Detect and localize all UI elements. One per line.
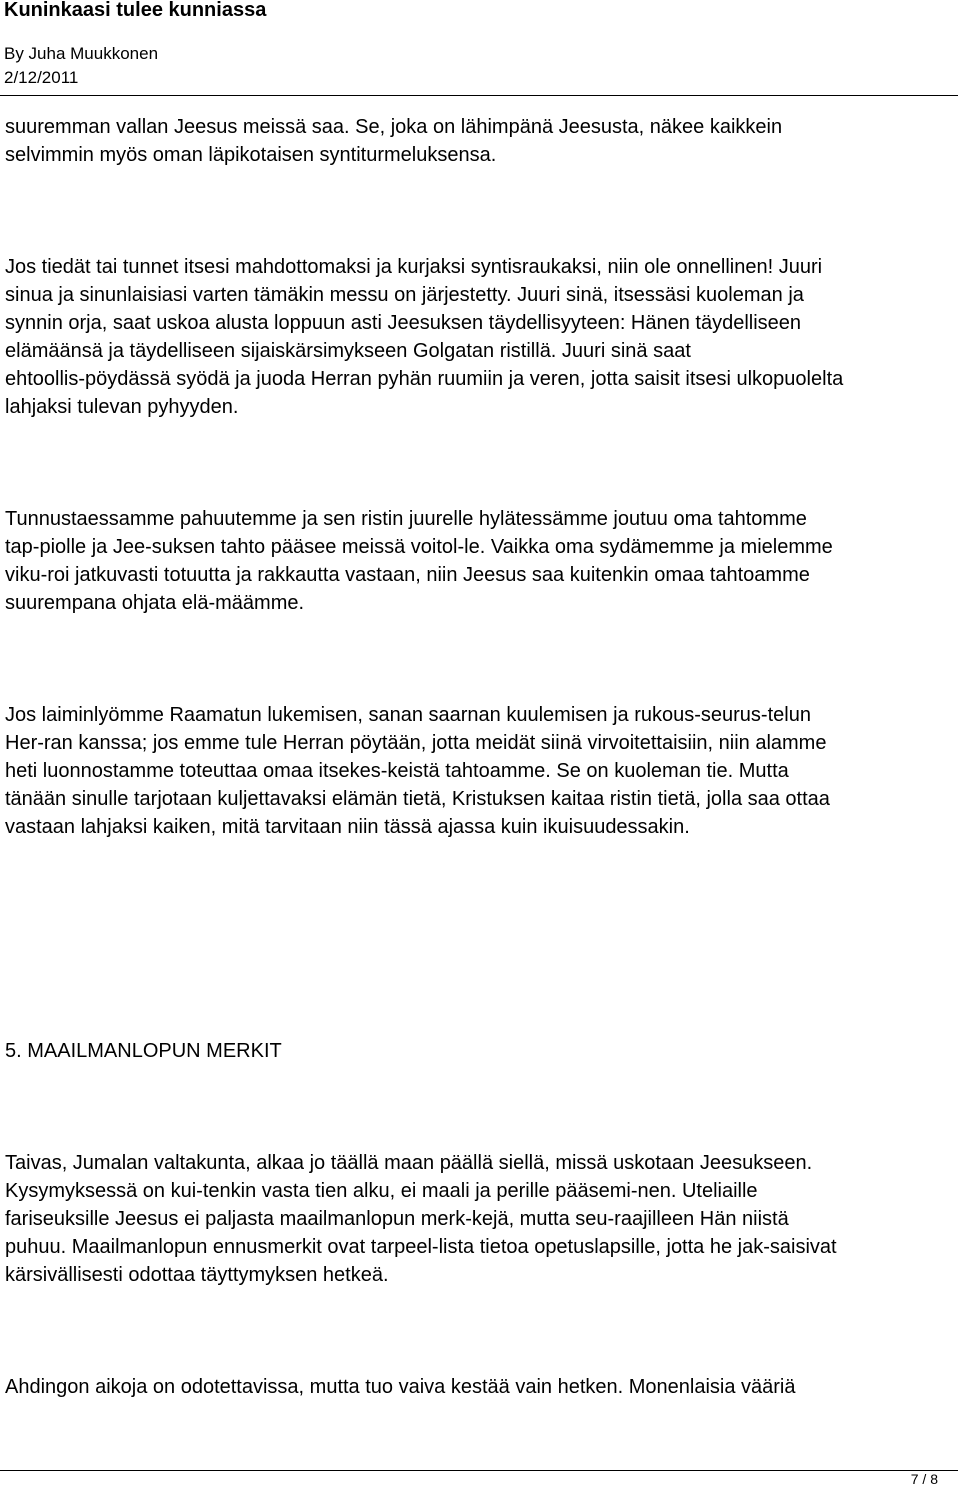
text-line: elämäänsä ja täydelliseen sijaiskärsimykseen Golgatan ristillä. Juuri sinä saat bbox=[5, 340, 691, 362]
footer-rule bbox=[0, 1470, 958, 1471]
text-line: selvimmin myös oman läpikotaisen syntiturmeluksensa. bbox=[5, 144, 497, 166]
text-line: Kysymyksessä on kui-tenkin vasta tien alku, ei maali ja perille pääsemi-nen. Uteliaille bbox=[5, 1180, 758, 1202]
paragraph-3 bbox=[5, 505, 955, 617]
paragraph-6 bbox=[5, 1373, 955, 1401]
text-line: tap-piolle ja Jee-suksen tahto pääsee meissä voitol-le. Vaikka oma sydämemme ja mielemme bbox=[5, 536, 833, 558]
text-line: fariseuksille Jeesus ei paljasta maailmanlopun merk-kejä, mutta seu-raajilleen Hän niistä bbox=[5, 1208, 789, 1230]
paragraph-1 bbox=[5, 113, 955, 169]
text-line: puhuu. Maailmanlopun ennusmerkit ovat tarpeel-lista tietoa opetuslapsille, jotta he jak-saisivat bbox=[5, 1236, 837, 1258]
text-line: synnin orja, saat uskoa alusta loppuun asti Jeesuksen täydellisyyteen: Hänen täydelliseen bbox=[5, 312, 802, 334]
text-line: kärsivällisesti odottaa täyttymyksen hetkeä. bbox=[5, 1264, 389, 1286]
paragraph-5 bbox=[5, 1149, 955, 1289]
document-date: 2/12/2011 bbox=[4, 68, 79, 87]
text-line: Taivas, Jumalan valtakunta, alkaa jo täällä maan päällä siellä, missä uskotaan Jeesukseen. bbox=[5, 1152, 813, 1174]
section-heading: 5. MAAILMANLOPUN MERKIT bbox=[5, 1040, 282, 1062]
text-line: heti luonnostamme toteuttaa omaa itsekes-keistä tahtoamme. Se on kuoleman tie. Mutta bbox=[5, 760, 789, 782]
document-title: Kuninkaasi tulee kunniassa bbox=[4, 0, 267, 21]
text-line: Ahdingon aikoja on odotettavissa, mutta tuo vaiva kestää vain hetken. Monenlaisia vääriä bbox=[5, 1376, 796, 1398]
text-line: Jos tiedät tai tunnet itsesi mahdottomaksi ja kurjaksi syntisraukaksi, niin ole onnellinen! Juuri bbox=[5, 256, 823, 278]
text-line: sinua ja sinunlaisiasi varten tämäkin messu on järjestetty. Juuri sinä, itsessäsi kuoleman ja bbox=[5, 284, 804, 306]
paragraph-2 bbox=[5, 253, 955, 421]
text-line: viku-roi jatkuvasti totuutta ja rakkautta vastaan, niin Jeesus saa kuitenkin omaa tahtoamme bbox=[5, 564, 810, 586]
text-line: lahjaksi tulevan pyhyyden. bbox=[5, 396, 239, 418]
document-author: By Juha Muukkonen bbox=[4, 44, 159, 63]
paragraph-4 bbox=[5, 701, 955, 841]
text-line: suuremman vallan Jeesus meissä saa. Se, joka on lähimpänä Jeesusta, näkee kaikkein bbox=[5, 116, 783, 138]
text-line: Her-ran kanssa; jos emme tule Herran pöytään, jotta meidät siinä virvoitettaisiin, niin alamme bbox=[5, 732, 827, 754]
header-rule bbox=[0, 95, 958, 96]
text-line: suurempana ohjata elä-määmme. bbox=[5, 592, 305, 614]
text-line: tänään sinulle tarjotaan kuljettavaksi elämän tietä, Kristuksen kaitaa ristin tietä, jolla saa ottaa bbox=[5, 788, 830, 810]
text-line: vastaan lahjaksi kaiken, mitä tarvitaan niin tässä ajassa kuin ikuisuudessakin. bbox=[5, 816, 690, 838]
text-line: Tunnustaessamme pahuutemme ja sen ristin juurelle hylätessämme joutuu oma tahtomme bbox=[5, 508, 807, 530]
page-number: 7 / 8 bbox=[910, 1471, 938, 1487]
text-line: ehtoollis-pöydässä syödä ja juoda Herran pyhän ruumiin ja veren, jotta saisit itsesi ulkopuolelta bbox=[5, 368, 844, 390]
text-line: Jos laiminlyömme Raamatun lukemisen, sanan saarnan kuulemisen ja rukous-seurus-telun bbox=[5, 704, 811, 726]
